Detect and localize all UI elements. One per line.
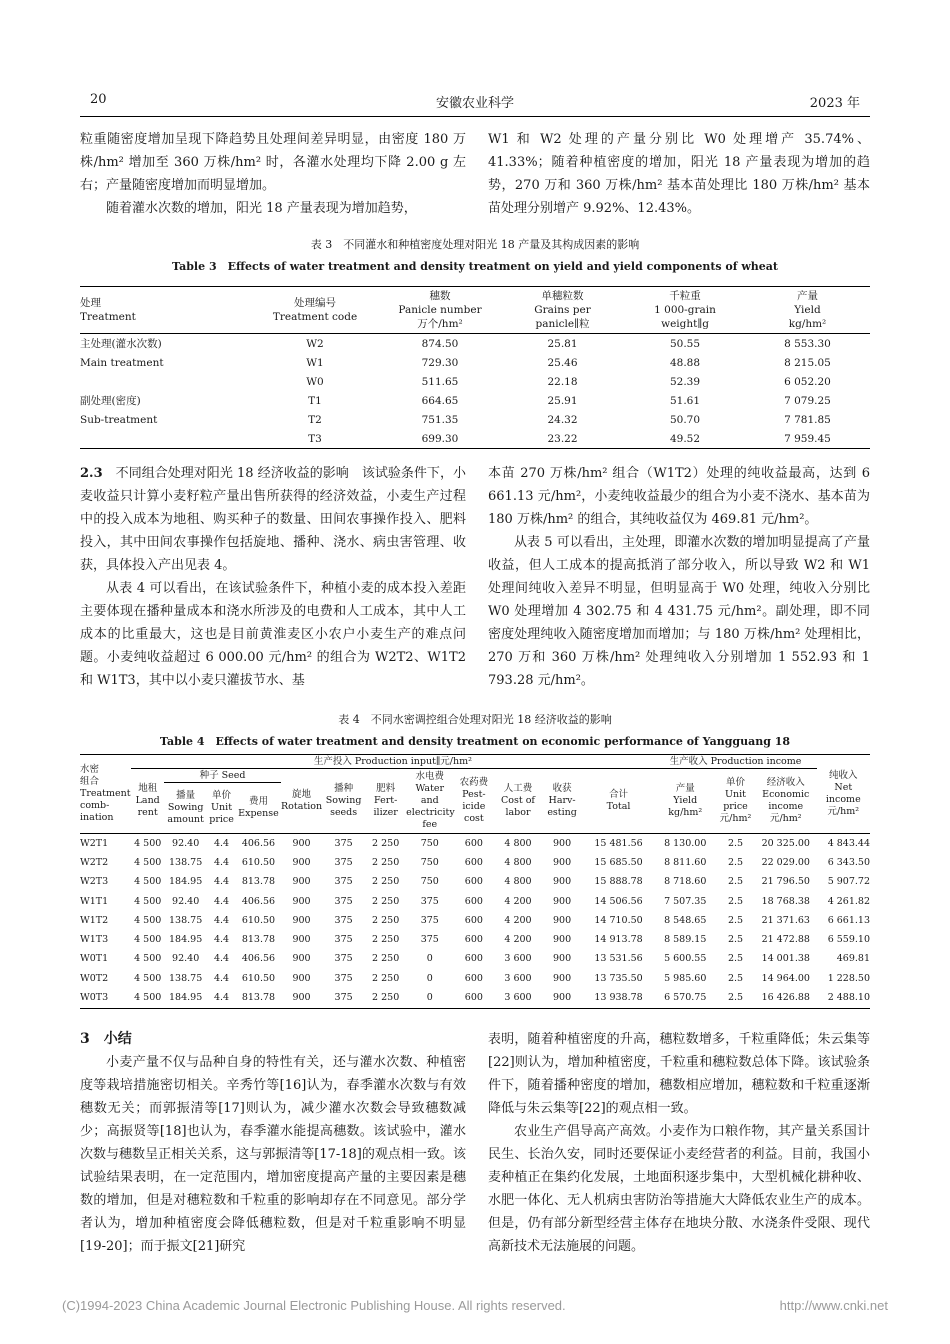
- table-cell: 4.4: [213, 876, 230, 888]
- section-title: 不同组合处理对阳光 18 经济收益的影响: [115, 466, 349, 481]
- paragraph: 农业生产倡导高产高效。小麦作为口粮作物，其产量关系国计民生、长治久安，同时还要保证小麦经营者的利益。目前，我国小麦种植正在集约化发展，土地面积逐步集中，大型机械化耕种收、水肥一体化、无人机病虫害防治等措施大大降低农业生产的成本。但是，仍有部分新型经营主体存在地块分散、水浇条件受限、现代高新技术无法施展的问题。: [488, 1124, 870, 1254]
- table-cell: 50.55: [669, 337, 701, 350]
- table-cell: 2.5: [727, 876, 744, 888]
- paragraph: 从表 4 可以看出，在该试验条件下，种植小麦的成本投入差距主要体现在播种量成本和浇水所涉及的电费和人工成本，其中人工成本的比重最大，这也是目前黄淮麦区小农户小麦生产的难点问题。小麦纯收益超过 6 000.00 元/hm² 的组合为 W2T2、W1T2 和 W1T3，其中以小麦只灌拔节水、基: [80, 581, 466, 688]
- table-cell: 8 589.15: [664, 934, 707, 946]
- col-header: 水电费 Water and electricity fee: [406, 769, 453, 834]
- table-cell: 3 600: [494, 988, 541, 1008]
- table-header-row: [80, 287, 870, 334]
- table-cell: 6 343.50: [827, 856, 870, 868]
- table-cell: 2.5: [716, 834, 755, 854]
- col-header: 播种 Sowing seeds: [322, 769, 365, 834]
- table-cell: 375: [334, 934, 353, 946]
- table-cell: W0T2: [80, 972, 109, 984]
- col-header: 播量 Sowing amount: [164, 783, 207, 834]
- table-row: [80, 429, 870, 449]
- page-number: 20: [90, 92, 107, 107]
- table-cell: 15 888.78: [594, 876, 643, 888]
- table-row: [80, 853, 870, 872]
- table-cell: 21 371.63: [761, 914, 810, 926]
- table-cell: 2 250: [372, 953, 400, 965]
- table-cell: 8 215.05: [784, 356, 831, 369]
- col-header: 旋地 Rotation: [281, 769, 322, 834]
- table-row: [80, 950, 870, 969]
- table-cell: 900: [292, 856, 311, 868]
- section-number: 2.3: [80, 466, 103, 481]
- table-cell: 2 250: [372, 876, 400, 888]
- table-cell: 138.75: [169, 972, 203, 984]
- table-cell: 7 507.35: [664, 895, 707, 907]
- col-header: 人工费 Cost of labor: [494, 769, 541, 834]
- col-header: 纯收入 Net income 元/hm²: [817, 755, 870, 834]
- table-cell: 3 600: [504, 972, 532, 984]
- table-cell: 874.50: [421, 337, 459, 350]
- paragraph: 表明，随着种植密度的升高，穗粒数增多，千粒重降低；朱云集等[22]则认为，增加种植密度，千粒重和穗粒数总体下降。该试验条件下，随着播种密度的增加，穗数相应增加，穗粒数和千粒重逐渐降低与朱云集等[22]的观点相一致。: [488, 1032, 870, 1116]
- table-cell: 4.4: [213, 934, 230, 946]
- table-cell: 900: [292, 876, 311, 888]
- table-cell: T2: [308, 413, 322, 426]
- table-cell: T1: [308, 394, 322, 407]
- table-cell: 813.78: [241, 934, 276, 946]
- copyright-text: (C)1994-2023 China Academic Journal Electronic Publishing House. All rights reserved.: [62, 1298, 566, 1313]
- table-cell: 4 500: [134, 856, 162, 868]
- table-cell: Sub-treatment: [80, 413, 158, 426]
- table-cell: 900: [553, 914, 572, 926]
- table-cell: 4.4: [213, 953, 230, 965]
- table-cell: 8 718.60: [664, 876, 707, 888]
- table-cell: 2 250: [372, 895, 400, 907]
- table-cell: 21 472.88: [761, 934, 810, 946]
- table-cell: 610.50: [241, 914, 276, 926]
- table-cell: 7 959.45: [745, 429, 870, 449]
- journal-name: 安徽农业科学: [435, 96, 514, 111]
- table-cell: 900: [553, 856, 572, 868]
- table-cell: W2: [306, 337, 324, 350]
- table-cell: 406.56: [241, 953, 276, 965]
- table-cell: 4.4: [213, 895, 230, 907]
- table-cell: 25.91: [547, 394, 578, 407]
- table-cell: 375: [420, 895, 439, 907]
- col-header: 单价 Unit price: [207, 783, 236, 834]
- table-cell: 375: [334, 895, 353, 907]
- table-cell: 406.56: [236, 834, 281, 854]
- table-cell: 184.95: [169, 934, 203, 946]
- table-cell: 20 325.00: [755, 834, 817, 854]
- table-cell: 7 079.25: [784, 394, 831, 407]
- table-cell: 600: [464, 972, 483, 984]
- paragraph: W1 和 W2 处理的产量分别比 W0 处理增产 35.74%、41.33%；随着种植密度的增加，阳光 18 产量表现为增加的趋势，270 万和 360 万株/hm² 基本苗处理比 180 万株/hm² 基本苗处理分别增产 9.92%、12.43%。: [488, 132, 870, 216]
- table-cell: 8 553.30: [784, 337, 831, 350]
- table-cell: 4 843.44: [817, 834, 870, 854]
- table-cell: 600: [464, 914, 483, 926]
- group-header-income: 生产收入 Production income: [654, 755, 816, 769]
- table-cell: W0T1: [80, 953, 109, 965]
- table-cell: 750: [406, 834, 453, 854]
- col-header: 单穗粒数 Grains per panicle∥粒: [500, 287, 625, 334]
- col-header: 合计 Total: [583, 769, 655, 834]
- table-row: [80, 391, 870, 410]
- table-cell: 8 811.60: [664, 856, 707, 868]
- table-cell: 13 531.56: [594, 953, 643, 965]
- section-number: 3: [80, 1031, 90, 1047]
- table-cell: 6 570.75: [654, 988, 716, 1008]
- bottom-right-column: [488, 1028, 870, 1258]
- table-cell: 406.56: [241, 895, 276, 907]
- table-cell: 4.4: [213, 914, 230, 926]
- table-row: [80, 372, 870, 391]
- table-cell: Main treatment: [80, 356, 164, 369]
- table-cell: 2 250: [372, 914, 400, 926]
- table-cell: 5 985.60: [664, 972, 707, 984]
- col-header: 农药费 Pest- icide cost: [453, 769, 494, 834]
- table-cell: 4 200: [504, 934, 532, 946]
- table-cell: 2.5: [727, 953, 744, 965]
- header-rule: [80, 116, 870, 117]
- table-cell: 2 250: [365, 988, 406, 1008]
- table-cell: 7 781.85: [784, 413, 831, 426]
- top-right-column: [488, 128, 870, 220]
- table-cell: 0: [426, 972, 433, 984]
- table-cell: 2 250: [372, 934, 400, 946]
- table-cell: W0: [306, 375, 324, 388]
- table-row: [80, 334, 870, 354]
- table-cell: 4 800: [504, 876, 532, 888]
- table-cell: 900: [281, 988, 322, 1008]
- table-cell: 2.5: [727, 895, 744, 907]
- table4-caption-en: Table 4 Effects of water treatment and density treatment on economic performance of Yangguang 18: [159, 735, 791, 748]
- table-cell: 610.50: [241, 972, 276, 984]
- issue-year: 2023 年: [809, 96, 860, 111]
- table-cell: 4 800: [504, 856, 532, 868]
- table-cell: 4 500: [134, 972, 162, 984]
- table-cell: 900: [553, 934, 572, 946]
- table-cell: 375: [334, 953, 353, 965]
- table-cell: 6 559.10: [827, 934, 870, 946]
- table-cell: 15 481.56: [583, 834, 655, 854]
- table-cell: 813.78: [241, 876, 276, 888]
- table-cell: 184.95: [164, 988, 207, 1008]
- table-cell: 4 500: [131, 834, 164, 854]
- table-cell: 25.46: [547, 356, 578, 369]
- table-cell: 4.4: [213, 972, 230, 984]
- table-cell: 92.40: [172, 953, 200, 965]
- table-row: [80, 930, 870, 949]
- table-cell: 8 548.65: [664, 914, 707, 926]
- bottom-left-column: [80, 1051, 466, 1258]
- table-row: [80, 969, 870, 988]
- table-cell: 4 200: [504, 895, 532, 907]
- table-cell: 600: [464, 953, 483, 965]
- table-cell: 4 500: [134, 953, 162, 965]
- table-cell: 600: [464, 895, 483, 907]
- table-row: [80, 353, 870, 372]
- table-cell: 15 685.50: [594, 856, 643, 868]
- table-cell: 900: [553, 876, 572, 888]
- table-cell: 699.30: [380, 429, 500, 449]
- table-cell: 184.95: [169, 876, 203, 888]
- col-header: 穗数 Panicle number 万个/hm²: [380, 287, 500, 334]
- table-cell: [80, 372, 250, 391]
- group-header-input: 生产投入 Production input∥元/hm²: [131, 755, 654, 769]
- table-cell: W2T1: [80, 834, 131, 854]
- table-cell: 375: [334, 914, 353, 926]
- table-cell: 24.32: [547, 413, 578, 426]
- table-cell: 5 600.55: [664, 953, 707, 965]
- table3-caption-en: Table 3 Effects of water treatment and density treatment on yield and yield components of wheat: [171, 260, 778, 273]
- table-cell: 600: [453, 834, 494, 854]
- table-cell: W1T3: [80, 934, 109, 946]
- table-cell: 375: [322, 834, 365, 854]
- mid-right-column: [488, 462, 870, 692]
- table-cell: [80, 429, 250, 449]
- table-cell: 22 029.00: [761, 856, 810, 868]
- table-cell: 4 500: [134, 934, 162, 946]
- col-header: 处理 Treatment: [80, 287, 250, 334]
- table4: [80, 754, 870, 1009]
- table-cell: 900: [553, 895, 572, 907]
- table-cell: 4.4: [207, 834, 236, 854]
- table-cell: 52.39: [669, 375, 701, 388]
- table-cell: 0: [426, 953, 433, 965]
- table-row: [80, 988, 870, 1008]
- col-header: 收获 Harv- esting: [542, 769, 583, 834]
- col-header: 水密 组合 Treatment comb- ination: [80, 755, 131, 834]
- table-cell: 4 500: [131, 988, 164, 1008]
- table-cell: 92.40: [164, 834, 207, 854]
- table-cell: 900: [292, 895, 311, 907]
- table-cell: 375: [420, 934, 439, 946]
- table-cell: 751.35: [421, 413, 459, 426]
- table-cell: 4 800: [494, 834, 541, 854]
- table-cell: 375: [334, 856, 353, 868]
- table-cell: 138.75: [169, 856, 203, 868]
- table-cell: 138.75: [169, 914, 203, 926]
- table-cell: 4 500: [134, 895, 162, 907]
- table-cell: 51.61: [669, 394, 701, 407]
- mid-left-column: [80, 462, 466, 692]
- top-left-column: [80, 128, 466, 220]
- table-cell: 729.30: [421, 356, 459, 369]
- table-cell: 900: [292, 953, 311, 965]
- table-cell: 14 506.56: [594, 895, 643, 907]
- cnki-link[interactable]: http://www.cnki.net: [779, 1298, 888, 1313]
- table-cell: 副处理(密度): [80, 395, 141, 407]
- table-cell: 600: [464, 876, 483, 888]
- table-cell: 900: [553, 972, 572, 984]
- col-header: 经济收入 Economic income 元/hm²: [755, 769, 817, 834]
- table-cell: T3: [250, 429, 380, 449]
- col-header: 处理编号 Treatment code: [250, 287, 380, 334]
- table-cell: 16 426.88: [755, 988, 817, 1008]
- table-cell: 3 600: [504, 953, 532, 965]
- table-cell: 14 913.78: [594, 934, 643, 946]
- table-cell: 375: [322, 988, 365, 1008]
- table-cell: 2.5: [727, 856, 744, 868]
- table-cell: 2.5: [727, 934, 744, 946]
- col-header: 千粒重 1 000-grain weight∥g: [625, 287, 745, 334]
- table-cell: 21 796.50: [761, 876, 810, 888]
- table-cell: 900: [553, 953, 572, 965]
- table4-caption-cn: 表 4 不同水密调控组合处理对阳光 18 经济收益的影响: [338, 713, 612, 726]
- table-cell: 900: [292, 972, 311, 984]
- table-cell: 750: [420, 856, 439, 868]
- table-cell: 14 001.38: [761, 953, 810, 965]
- table-cell: 900: [292, 914, 311, 926]
- table-cell: 900: [542, 834, 583, 854]
- paragraph: 随着灌水次数的增加，阳光 18 产量表现为增加趋势，: [106, 201, 417, 216]
- table3-caption-cn: 表 3 不同灌水和种植密度处理对阳光 18 产量及其构成因素的影响: [310, 238, 640, 251]
- table-cell: 14 710.50: [594, 914, 643, 926]
- table-cell: 1 228.50: [827, 972, 870, 984]
- table-row: [80, 892, 870, 911]
- table-cell: W2T3: [80, 876, 109, 888]
- table-cell: 6 661.13: [827, 914, 870, 926]
- table-cell: W1: [306, 356, 324, 369]
- paragraph: 粒重随密度增加呈现下降趋势且处理间差异明显，由密度 180 万株/hm² 增加至 360 万株/hm² 时，各灌水处理均下降 2.00 g 左右；产量随密度增加而明显增加。: [80, 132, 466, 193]
- table-cell: 664.65: [421, 394, 459, 407]
- table-cell: 4 500: [134, 914, 162, 926]
- paragraph: 小麦产量不仅与品种自身的特性有关，还与灌水次数、种植密度等栽培措施密切相关。辛秀竹等[16]认为，春季灌水次数与有效穗数无关；而郭振清等[17]则认为，减少灌水次数会导致穗数减少；高振贤等[18]也认为，春季灌水能提高穗数。该试验中，灌水次数与穗数呈正相关关系，这与郭振清等[17-18]的观点相一致。该试验结果表明，在一定范围内，增加密度提高产量的主要因素是穗数的增加，但是对穗粒数和千粒重的影响却存在不同意见。部分学者认为，增加种植密度会降低穗粒数，但是对千粒重影响不明显[19-20]；而于振文[21]研究: [80, 1055, 466, 1254]
- table-cell: 813.78: [236, 988, 281, 1008]
- table-cell: 92.40: [172, 895, 200, 907]
- table-row: [80, 410, 870, 429]
- running-header: [90, 92, 860, 112]
- table-cell: 511.65: [421, 375, 459, 388]
- table-cell: 25.81: [547, 337, 578, 350]
- table-cell: W1T1: [80, 895, 109, 907]
- table-cell: 50.70: [669, 413, 701, 426]
- table-cell: W2T2: [80, 856, 109, 868]
- table3: [80, 286, 870, 449]
- col-header: 肥料 Fert- ilizer: [365, 769, 406, 834]
- table-cell: 750: [420, 876, 439, 888]
- table-cell: 13 938.78: [583, 988, 655, 1008]
- table-cell: 900: [281, 834, 322, 854]
- col-header: 单价 Unit price 元/hm²: [716, 769, 755, 834]
- table-cell: 900: [542, 988, 583, 1008]
- table-cell: 4.4: [207, 988, 236, 1008]
- section3-heading: [80, 1028, 132, 1048]
- col-header: 费用 Expense: [236, 783, 281, 834]
- table-cell: 4 200: [504, 914, 532, 926]
- group-header-seed: 种子 Seed: [164, 769, 281, 783]
- col-header: 地租 Land rent: [131, 769, 164, 834]
- col-header: 产量 Yield kg/hm²: [654, 769, 716, 834]
- table-cell: 2 250: [372, 856, 400, 868]
- table-cell: 49.52: [625, 429, 745, 449]
- table-cell: 4 500: [134, 876, 162, 888]
- table-cell: 600: [453, 988, 494, 1008]
- table-cell: 5 907.72: [827, 876, 870, 888]
- table-cell: 13 735.50: [594, 972, 643, 984]
- table-cell: 2 488.10: [817, 988, 870, 1008]
- table-cell: 4.4: [213, 856, 230, 868]
- table-cell: W0T3: [80, 988, 131, 1008]
- table-cell: 18 768.38: [761, 895, 810, 907]
- table-cell: 4 261.82: [827, 895, 870, 907]
- table-cell: W1T2: [80, 914, 109, 926]
- table-cell: 23.22: [500, 429, 625, 449]
- table-row: [80, 834, 870, 854]
- table-cell: 375: [334, 972, 353, 984]
- table-cell: 600: [464, 934, 483, 946]
- paragraph: 本苗 270 万株/hm² 组合（W1T2）处理的纯收益最高，达到 6 661.13 元/hm²，小麦纯收益最少的组合为小麦不浇水、基本苗为 180 万株/hm² 的组合，其纯收益仅为 469.81 元/hm²。: [488, 466, 870, 527]
- table-cell: 48.88: [669, 356, 701, 369]
- table-row: [80, 911, 870, 930]
- table-cell: 2 250: [372, 972, 400, 984]
- table-cell: 2.5: [716, 988, 755, 1008]
- col-header: 产量 Yield kg/hm²: [745, 287, 870, 334]
- table-cell: 2.5: [727, 914, 744, 926]
- table-cell: 2 250: [365, 834, 406, 854]
- table-row: [80, 873, 870, 892]
- table-cell: 2.5: [727, 972, 744, 984]
- section-title: 小结: [103, 1031, 132, 1047]
- table-cell: 469.81: [836, 953, 870, 965]
- table-cell: 主处理(灌水次数): [80, 338, 162, 350]
- table-cell: 375: [334, 876, 353, 888]
- table-cell: 0: [406, 988, 453, 1008]
- table-cell: 8 130.00: [654, 834, 716, 854]
- paragraph: 该试验条件下，小麦收益只计算小麦籽粒产量出售所获得的经济效益，小麦生产过程中的投入成本为地租、购买种子的数量、田间农事操作投入、肥料投入，其中田间农事操作包括旋地、播种、浇水、病虫害管理、收获，具体投入产出见表 4。: [80, 466, 466, 573]
- table-cell: 6 052.20: [784, 375, 831, 388]
- table-cell: 610.50: [241, 856, 276, 868]
- table-cell: 900: [292, 934, 311, 946]
- table-cell: 375: [420, 914, 439, 926]
- table-cell: 600: [464, 856, 483, 868]
- table-cell: 14 964.00: [761, 972, 810, 984]
- paragraph: 从表 5 可以看出，主处理，即灌水次数的增加明显提高了产量收益，但人工成本的提高抵消了部分收入，所以导致 W2 和 W1 处理间纯收入差异不明显，但明显高于 W0 处理，纯收入分别比 W0 处理增加 4 302.75 和 4 431.75 元/hm²。副处理，即不同密度处理纯收入随密度增加而增加；与 180 万株/hm² 处理相比，270 万和 360 万株/hm² 处理纯收入分别增加 1 552.93 和 1 793.28 元/hm²。: [488, 535, 870, 688]
- table-cell: 22.18: [547, 375, 578, 388]
